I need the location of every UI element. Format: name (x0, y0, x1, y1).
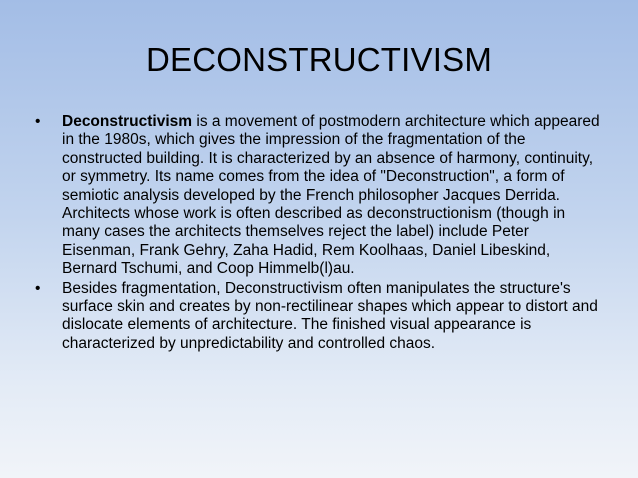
bullet-term: Deconstructivism (62, 113, 193, 130)
bullet-item-2 (34, 280, 606, 354)
bullet-icon: • (35, 279, 41, 297)
bullet-text: is a movement of postmodern architecture which appeared in the 1980s, which gives the impression of the fragmentation of the constructed building. It is characterized by an absence of harmony, continuity, or symmetry. Its name comes from the idea of "Deconstruction", a form of semiotic analysis developed by the French philosopher Jacques Derrida. Architects whose work is often described as deconstructionism (though in many cases the architects themselves reject the label) include Peter Eisenman, Frank Gehry, Zaha Hadid, Rem Koolhaas, Daniel Libeskind, Bernard Tschumi, and Coop Himmelb(l)au. (62, 113, 600, 278)
bullet-item-1 (34, 113, 606, 279)
bullet-icon: • (35, 113, 41, 130)
bullet-text: Besides fragmentation, Deconstructivism often manipulates the structure's surface skin and creates by non-rectilinear shapes which appear to distort and dislocate elements of architecture. The finished visual appearance is characterized by unpredictability and controlled chaos. (62, 279, 598, 352)
slide-title: DECONSTRUCTIVISM (145, 41, 493, 78)
slide-body (34, 113, 606, 354)
